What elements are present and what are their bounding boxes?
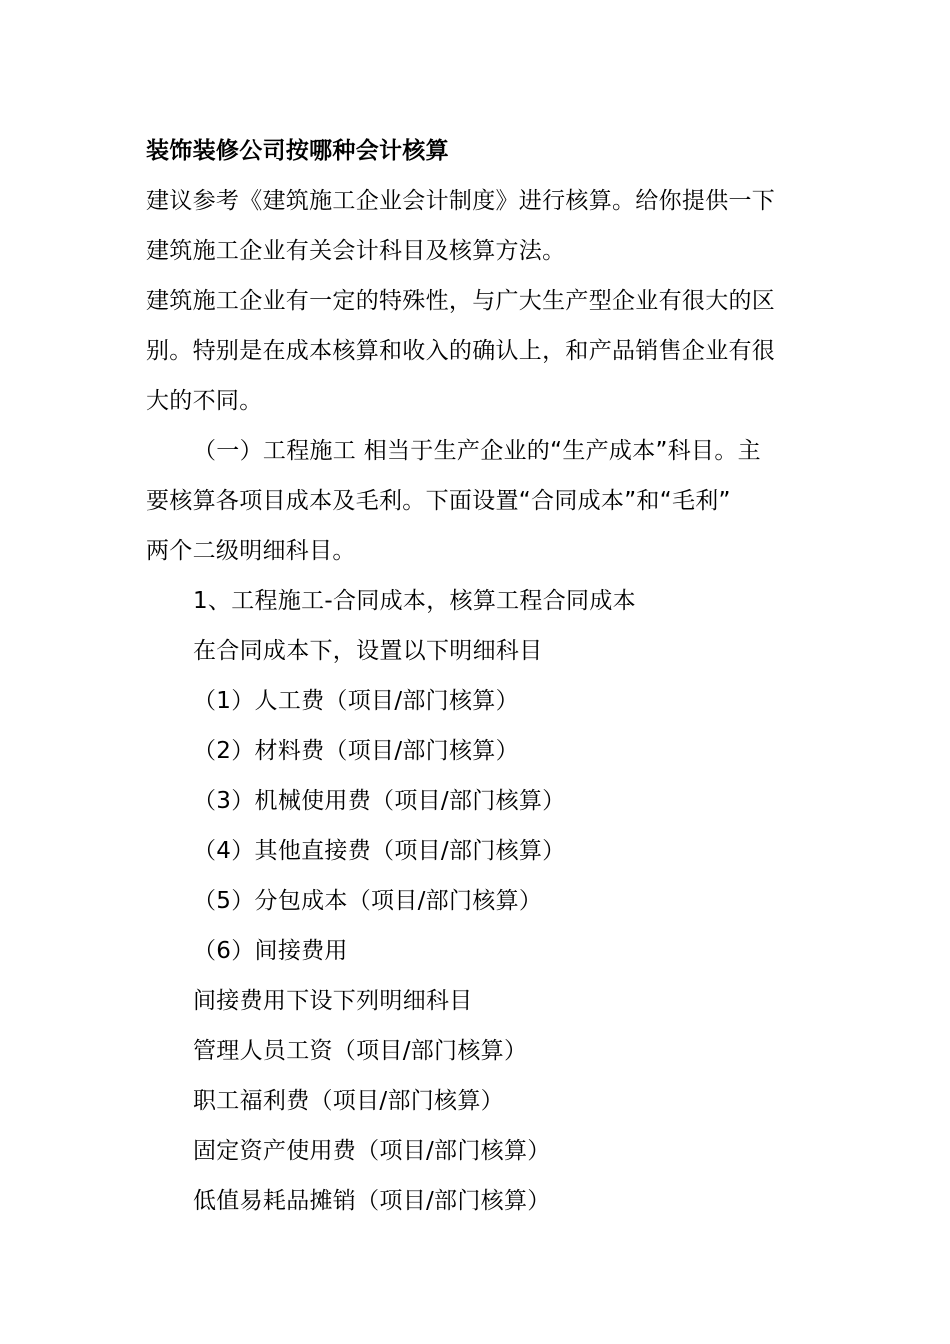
sub-intro: 间接费用下设下列明细科目 xyxy=(193,988,473,1014)
paragraph-line: 建筑施工企业有关会计科目及核算方法。 xyxy=(146,238,566,264)
list-item: 管理人员工资（项目/部门核算） xyxy=(193,1038,528,1064)
paragraph-line: 建议参考《建筑施工企业会计制度》进行核算。给你提供一下 xyxy=(146,188,776,214)
paragraph-line: 两个二级明细科目。 xyxy=(146,538,356,564)
paragraph-line: 大的不同。 xyxy=(146,388,263,414)
list-item: （2）材料费（项目/部门核算） xyxy=(193,738,519,764)
list-item: （5）分包成本（项目/部门核算） xyxy=(193,888,543,914)
section-heading-line: （一）工程施工 相当于生产企业的“生产成本”科目。主 xyxy=(193,438,761,464)
list-item: （3）机械使用费（项目/部门核算） xyxy=(193,788,566,814)
list-item: 低值易耗品摊销（项目/部门核算） xyxy=(193,1188,551,1214)
list-item: （6）间接费用 xyxy=(193,938,348,964)
list-item: 固定资产使用费（项目/部门核算） xyxy=(193,1138,551,1164)
paragraph-line: 建筑施工企业有一定的特殊性，与广大生产型企业有很大的区 xyxy=(146,288,776,314)
item-heading: 1、工程施工-合同成本，核算工程合同成本 xyxy=(193,588,636,614)
document-title: 装饰装修公司按哪种会计核算 xyxy=(146,138,449,164)
list-item: （4）其他直接费（项目/部门核算） xyxy=(193,838,566,864)
list-item: （1）人工费（项目/部门核算） xyxy=(193,688,519,714)
item-intro: 在合同成本下，设置以下明细科目 xyxy=(193,638,543,664)
list-item: 职工福利费（项目/部门核算） xyxy=(193,1088,504,1114)
paragraph-line: 别。特别是在成本核算和收入的确认上，和产品销售企业有很 xyxy=(146,338,776,364)
paragraph-line: 要核算各项目成本及毛利。下面设置“合同成本”和“毛利” xyxy=(146,488,731,514)
